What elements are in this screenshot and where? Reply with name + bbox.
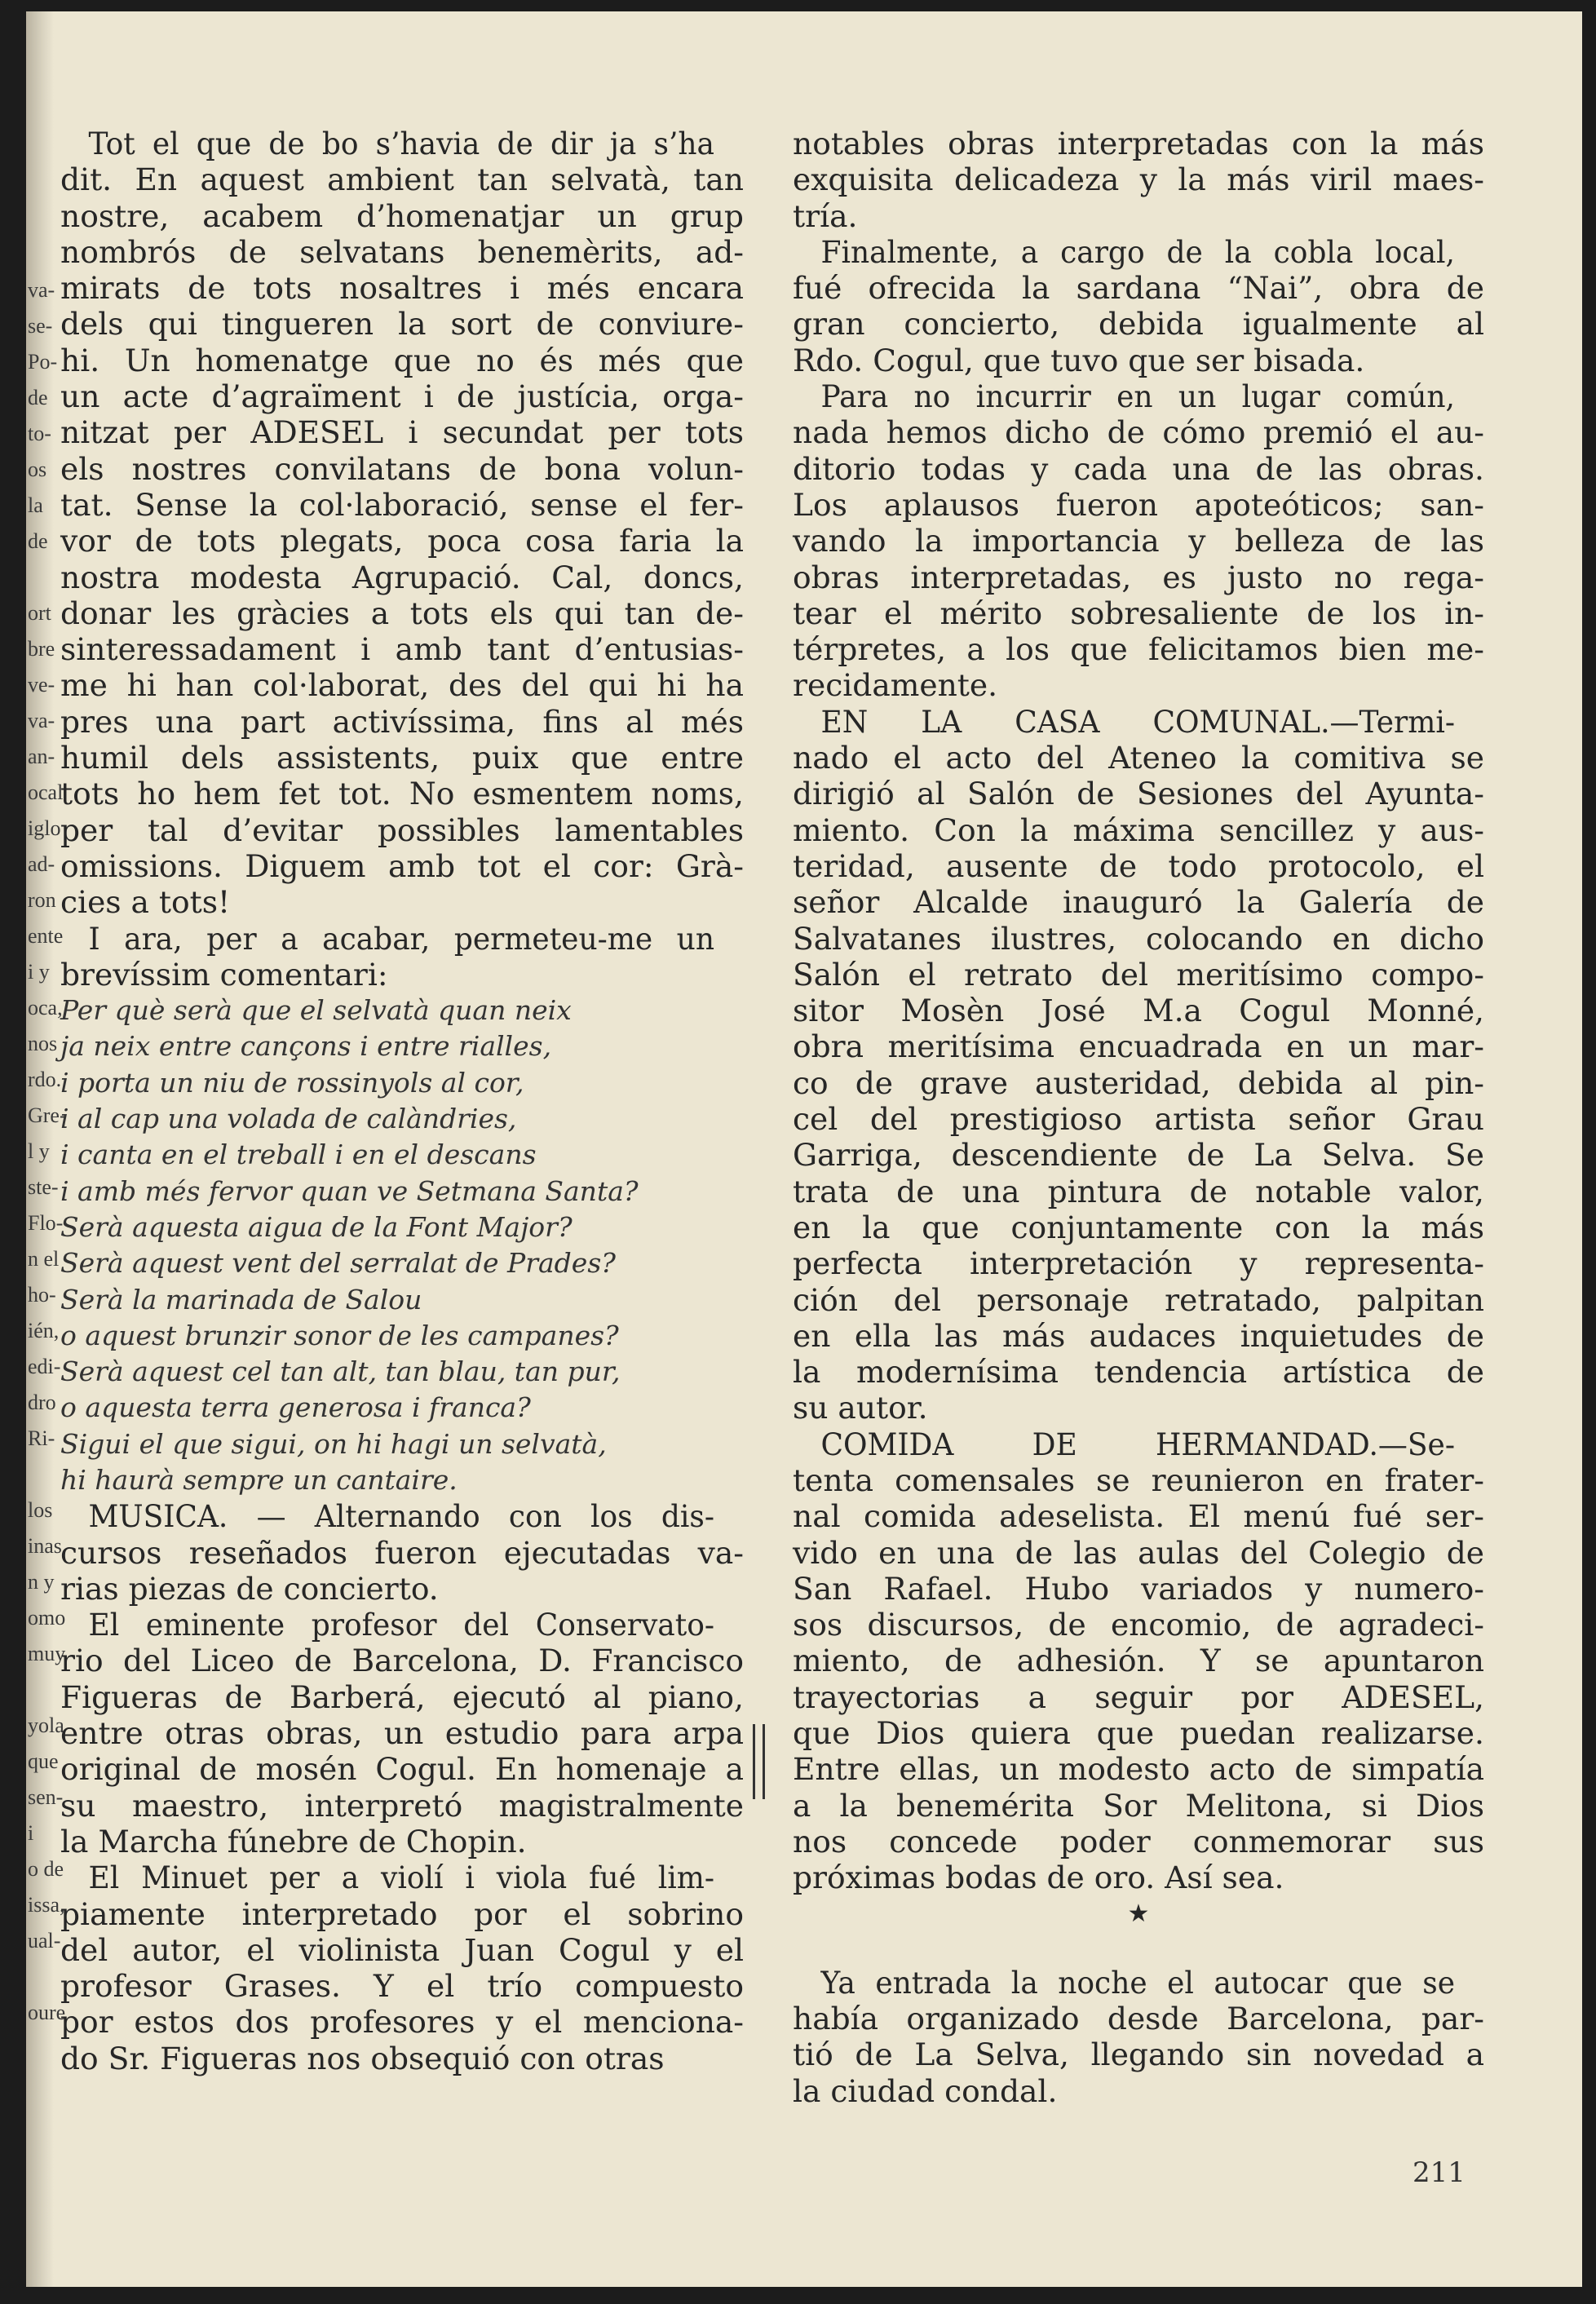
section-comida-hermandad [793,1426,1484,1896]
text-line: Los aplausos fueron apoteóticos; san- [793,486,1484,523]
poem-line: Serà aquesta aigua de la Font Major? [60,1210,573,1243]
text-line: tots ho hem fet tot. No esmentem noms, [60,776,744,812]
text-line: teridad, ausente de todo protocolo, el [793,847,1484,884]
margin-fragment: ién, [28,1319,60,1342]
margin-fragment: muy [28,1642,66,1665]
poem-line: o aquest brunzir sonor de les campanes? [60,1319,619,1351]
margin-fragment: an- [28,745,55,768]
paragraph-comentari [60,921,744,993]
margin-fragment: va- [28,709,55,732]
text-line: notables obras interpretadas con la más [793,126,1484,161]
margin-fragment: que [28,1749,59,1773]
text-line: ción del personaje retratado, palpitan [793,1281,1484,1318]
text-line: miento, de adhesión. Y se apuntaron [793,1643,1484,1679]
star-separator: ★ [1127,1899,1150,1928]
margin-fragment: Po- [28,350,58,374]
text-line: piamente interpretado por el sobrino [60,1895,744,1932]
paragraph-figueras [60,1607,744,1860]
margin-fragment: i [28,1821,34,1845]
magazine-page [26,11,1582,2287]
text-line: nada hemos dicho de cómo premió el au- [793,414,1484,451]
poem-line: i canta en el treball i en el descans [60,1139,537,1171]
poem-line: o aquesta terra generosa i franca? [60,1391,531,1424]
margin-fragment: de [28,529,48,553]
section-musica [60,1498,744,1607]
margin-fragment: Flo- [28,1211,64,1235]
text-line: miento. Con la máxima sencillez y aus- [793,811,1484,848]
text-line: su autor. [793,1390,928,1426]
text-line: en ella las más audaces inquietudes de [793,1317,1484,1354]
poem-line: Serà aquest cel tan alt, tan blau, tan pur, [60,1355,621,1388]
text-line: cursos reseñados fueron ejecutadas va- [60,1534,744,1571]
text-line: original de mosén Cogul. En homenaje a [60,1751,744,1788]
text-line: la ciudad condal. [793,2072,1058,2109]
margin-fragment: oca, [28,996,63,1019]
text-line: nostra modesta Agrupació. Cal, doncs, [60,559,744,595]
margin-fragment: va- [28,278,55,302]
text-line: tenta comensales se reunieron en frater- [793,1462,1484,1498]
margin-fragment: sen- [28,1785,64,1809]
text-line: Salón el retrato del meritísimo compo- [793,956,1484,993]
paragraph-sardana-nai [793,234,1484,378]
text-line: exquisita delicadeza y la más viril maes- [793,161,1484,198]
text-line: mirats de tots nosaltres i més encara [60,270,744,307]
text-line: Figueras de Barberá, ejecutó al piano, [60,1678,744,1715]
text-line: recidamente. [793,667,998,704]
margin-fragment: yola [28,1714,64,1737]
text-line: tió de La Selva, llegando sin novedad a [793,2036,1484,2073]
margin-fragment: ste- [28,1175,59,1199]
text-line: cel del prestigioso artista señor Grau [793,1101,1484,1138]
page-number: 211 [1413,2156,1466,2189]
margin-fragment: ort [28,601,51,625]
text-line: tear el mérito sobresaliente de los in- [793,595,1484,631]
text-line: nostre, acabem d’homenatjar un grup [60,197,744,234]
poem-line: i amb més fervor quan ve Setmana Santa? [60,1174,639,1207]
margin-fragment: la [28,493,43,517]
margin-fragment: os [28,458,47,481]
text-line: donar les gràcies a tots els qui tan de- [60,595,744,631]
poem [60,993,744,1498]
text-line: trata de una pintura de notable valor, [793,1173,1484,1209]
text-line: do Sr. Figueras nos obsequió con otras [60,2040,665,2076]
text-line: térpretes, a los que felicitamos bien me- [793,631,1484,668]
text-line: per tal d’evitar possibles lamentables [60,811,744,848]
text-line: dit. En aquest ambient tan selvatà, tan [60,161,744,198]
text-line: humil dels assistents, puix que entre [60,740,744,776]
text-line: co de grave austeridad, debida al pin- [793,1064,1484,1101]
text-line: dirigió al Salón de Sesiones del Ayunta- [793,776,1484,812]
paragraph-homenatge [60,126,744,921]
margin-fragment: omo [28,1606,66,1630]
text-line: sinteressadament i amb tant d’entusias- [60,631,744,668]
left-column [60,126,744,2076]
paragraph-autocar [793,1965,1484,2109]
text-line: me hi han col·laborat, des del qui hi ha [60,667,744,704]
text-line: obra meritísima encuadrada en un mar- [793,1028,1484,1065]
text-line: Finalmente, a cargo de la cobla local, [820,233,1455,270]
margin-fragment: dro [28,1391,56,1414]
text-line: fué ofrecida la sardana “Nai”, obra de [793,270,1484,307]
text-line: nal comida adeselista. El menú fué ser- [793,1498,1484,1535]
text-line: sos discursos, de encomio, de agradeci- [793,1607,1484,1643]
text-line: en la que conjuntamente con la más [793,1209,1484,1245]
text-line: omissions. Diguem amb tot el cor: Grà- [60,847,744,884]
poem-line: Sigui el que sigui, on hi hagi un selvatà, [60,1427,607,1460]
margin-fragment: l y [28,1139,50,1163]
right-column [793,126,1484,2109]
text-line: vor de tots plegats, poca cosa faria la [60,523,744,559]
text-line: pres una part activíssima, fins al més [60,703,744,740]
poem-line: i porta un niu de rossinyols al cor, [60,1066,524,1099]
text-line: cies a tots! [60,884,231,921]
section-casa-comunal [793,704,1484,1426]
text-line: hi. Un homenatge que no és més que [60,342,744,378]
text-line: MUSICA. — Alternando con los dis- [88,1498,714,1535]
text-line: I ara, per a acabar, permeteu-me un [88,920,714,957]
paragraph-aplausos [793,378,1484,704]
margin-fragment: ual- [28,1929,61,1952]
text-line: nombrós de selvatans benemèrits, ad- [60,233,744,270]
text-line: Tot el que de bo s’havia de dir ja s’ha [88,126,714,161]
poem-line: Serà la marinada de Salou [60,1283,422,1316]
margin-fragment: n y [28,1570,55,1594]
text-line: San Rafael. Hubo variados y numero- [793,1570,1484,1607]
text-line: Rdo. Cogul, que tuvo que ser bisada. [793,342,1365,378]
text-line: del autor, el violinista Juan Cogul y el [60,1931,744,1968]
margin-fragment: Ri- [28,1426,55,1450]
margin-fragment: bre [28,637,55,661]
margin-fragment: edi- [28,1355,61,1378]
text-line: la modernísima tendencia artística de [793,1354,1484,1391]
text-line: su maestro, interpretó magistralmente [60,1787,744,1824]
margin-fragment: i y [28,960,50,984]
text-line: nitzat per ADESEL i secundat per tots [60,414,744,451]
margin-fragment: Gre- [28,1103,67,1127]
text-line: vando la importancia y belleza de las [793,523,1484,559]
text-line: que Dios quiera que puedan realizarse. [793,1715,1484,1752]
margin-fragment: ve- [28,673,55,697]
text-line: COMIDA DE HERMANDAD.—Se- [820,1426,1455,1462]
text-line: vido en una de las aulas del Colegio de [793,1534,1484,1571]
text-line: El eminente profesor del Conservato- [88,1607,714,1643]
text-line: señor Alcalde inauguró la Galería de [793,884,1484,921]
text-line: trayectorias a seguir por ADESEL, [793,1678,1484,1715]
text-line: profesor Grases. Y el trío compuesto [60,1968,744,2005]
text-line: la Marcha fúnebre de Chopin. [60,1823,527,1860]
margin-fragment: oure [28,2001,66,2024]
text-line: nado el acto del Ateneo la comitiva se [793,740,1484,776]
text-line: sitor Mosèn José M.a Cogul Monné, [793,993,1484,1029]
text-line: entre otras obras, un estudio para arpa [60,1715,744,1752]
text-line: brevíssim comentari: [60,956,388,993]
text-line: gran concierto, debida igualmente al [793,306,1484,343]
text-line: rio del Liceo de Barcelona, D. Francisco [60,1643,744,1679]
margin-fragment: nos [28,1032,58,1055]
text-line: tría. [793,197,858,234]
margin-fragment: rdo. [28,1068,62,1091]
text-line: nos concede poder conmemorar sus [793,1823,1484,1860]
margin-fragment: ho- [28,1283,56,1307]
text-line: perfecta interpretación y representa- [793,1245,1484,1282]
text-line: por estos dos profesores y el menciona- [60,2004,744,2041]
text-line: tat. Sense la col·laboració, sense el fer- [60,486,744,523]
paragraph-notables [793,126,1484,234]
paragraph-minuet [60,1860,744,2076]
text-line: dels qui tingueren la sort de conviure- [60,306,744,343]
text-line: próximas bodas de oro. Así sea. [793,1860,1284,1896]
text-line: rias piezas de concierto. [60,1570,439,1607]
text-line: El Minuet per a violí i viola fué lim- [88,1860,714,1896]
margin-fragment: de [28,386,48,409]
pencil-margin-marks [749,1724,772,1799]
poem-line: Serà aquest vent del serralat de Prades? [60,1247,616,1280]
poem-line: hi haurà sempre un cantaire. [60,1463,458,1496]
margin-fragment: to- [28,422,51,445]
poem-line: Per què serà que el selvatà quan neix [60,994,572,1027]
text-line: Para no incurrir en un lugar común, [820,378,1455,415]
poem-line: i al cap una volada de calàndries, [60,1103,517,1135]
spacer [793,1932,1484,1965]
text-line: ditorio todas y cada una de las obras. [793,450,1484,487]
text-line: Ya entrada la noche el autocar que se [820,1964,1455,2001]
text-line: obras interpretadas, es justo no rega- [793,559,1484,595]
margin-fragment: los [28,1498,53,1522]
margin-fragment: issa, [28,1893,65,1917]
margin-fragment: ente [28,924,64,948]
margin-fragment: ocal [28,781,64,804]
margin-fragment: se- [28,314,53,338]
margin-fragment: o de [28,1857,64,1881]
text-line: Garriga, descendiente de La Selva. Se [793,1137,1484,1174]
margin-fragment: n el [28,1247,60,1271]
text-line: els nostres convilatans de bona volun- [60,450,744,487]
margin-fragment: ad- [28,852,55,876]
poem-line: ja neix entre cançons i entre rialles, [60,1030,552,1063]
text-line: EN LA CASA COMUNAL.—Termi- [820,703,1455,740]
text-line: a la benemérita Sor Melitona, si Dios [793,1787,1484,1824]
text-line: Entre ellas, un modesto acto de simpatía [793,1751,1484,1788]
text-line: un acte d’agraïment i de justícia, orga- [60,378,744,415]
margin-fragment: iglo [28,816,61,840]
margin-fragment: ron [28,888,56,912]
text-line: Salvatanes ilustres, colocando en dicho [793,920,1484,957]
text-line: había organizado desde Barcelona, par- [793,2001,1484,2037]
margin-fragment: inas [28,1534,62,1558]
